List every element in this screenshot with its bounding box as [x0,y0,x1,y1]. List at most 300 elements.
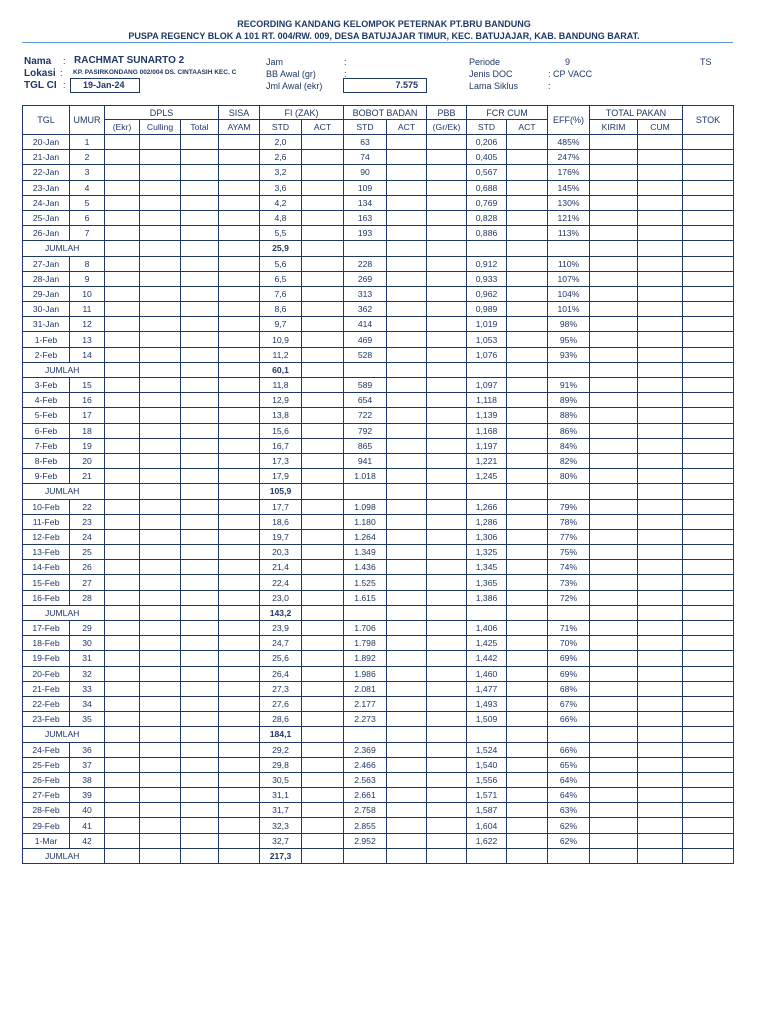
cell-stok [683,803,734,818]
cell-stok [683,438,734,453]
cell-bb-std: 722 [344,408,387,423]
cell-fcr-std: 1,556 [467,772,507,787]
jam-colon: : [344,57,347,67]
cell-dpls-ekr [105,575,140,590]
cell-fi-act [302,286,344,301]
cell-cum [638,378,683,393]
lokasi-value: KP. PASIRKONDANG 002/004 DS. CINTAASIH KEC. C [73,69,237,76]
cell-pbb [427,696,467,711]
cell-sisa-ayam [219,453,260,468]
cell-cum [638,135,683,150]
cell-eff: 67% [548,696,590,711]
cell-eff: 247% [548,150,590,165]
cell-empty [427,362,467,377]
cell-bb-act [387,833,427,848]
cell-stok [683,772,734,787]
cell-bb-std: 2.563 [344,772,387,787]
cell-umur: 32 [70,666,105,681]
cell-fi-std: 3,2 [260,165,302,180]
cell-bb-std: 2.177 [344,696,387,711]
cell-kirim [590,347,638,362]
cell-sisa-ayam [219,833,260,848]
cell-dpls-ekr [105,408,140,423]
col-sisa: SISA [219,106,260,120]
table-row [23,833,734,848]
cell-sisa-ayam [219,347,260,362]
cell-sisa-ayam [219,636,260,651]
cell-bb-std: 2.758 [344,803,387,818]
cell-stok [683,453,734,468]
cell-dpls-culling [140,150,181,165]
cell-pbb [427,180,467,195]
table-row [23,575,734,590]
cell-fi-std: 9,7 [260,317,302,332]
cell-umur: 25 [70,545,105,560]
cell-empty [427,605,467,620]
cell-kirim [590,560,638,575]
cell-fcr-std: 0,912 [467,256,507,271]
cell-kirim [590,393,638,408]
col-total: Total [181,120,219,135]
cell-pbb [427,165,467,180]
cell-fi-act [302,499,344,514]
cell-pbb [427,651,467,666]
cell-dpls-total [181,347,219,362]
cell-eff: 62% [548,818,590,833]
cell-umur: 33 [70,681,105,696]
cell-tgl: 27-Jan [23,256,70,271]
cell-tgl: 7-Feb [23,438,70,453]
cell-bb-std: 109 [344,180,387,195]
cell-bb-std: 414 [344,317,387,332]
cell-bb-act [387,150,427,165]
cell-dpls-total [181,514,219,529]
cell-fcr-act [507,438,548,453]
cell-sisa-ayam [219,514,260,529]
cell-stok [683,757,734,772]
cell-cum [638,742,683,757]
cell-tgl: 29-Feb [23,818,70,833]
cell-bb-act [387,545,427,560]
cell-empty [548,241,590,256]
table-row [23,742,734,757]
cell-fcr-act [507,469,548,484]
cell-empty [590,848,638,863]
cell-fi-std: 19,7 [260,529,302,544]
cell-dpls-ekr [105,180,140,195]
col-kirim: KIRIM [590,120,638,135]
jumlah-label: JUMLAH [23,727,105,742]
cell-eff: 110% [548,256,590,271]
cell-dpls-culling [140,651,181,666]
cell-empty [638,848,683,863]
cell-sisa-ayam [219,423,260,438]
cell-fcr-std: 1,097 [467,378,507,393]
table-row [23,210,734,225]
cell-eff: 74% [548,560,590,575]
cell-fi-std: 11,8 [260,378,302,393]
cell-dpls-culling [140,560,181,575]
table-row [23,423,734,438]
cell-kirim [590,529,638,544]
cell-tgl: 22-Jan [23,165,70,180]
cell-sisa-ayam [219,757,260,772]
cell-dpls-culling [140,696,181,711]
cell-bb-act [387,621,427,636]
cell-dpls-total [181,803,219,818]
cell-empty [344,605,387,620]
cell-umur: 31 [70,651,105,666]
cell-umur: 34 [70,696,105,711]
table-row [23,317,734,332]
jumlah-label: JUMLAH [23,241,105,256]
cell-fcr-act [507,195,548,210]
cell-tgl: 31-Jan [23,317,70,332]
col-fcr: FCR CUM [467,106,548,120]
cell-fcr-act [507,210,548,225]
cell-bb-act [387,681,427,696]
cell-fi-act [302,575,344,590]
cell-tgl: 24-Feb [23,742,70,757]
cell-sisa-ayam [219,545,260,560]
cell-bb-std: 2.369 [344,742,387,757]
cell-empty [105,605,140,620]
cell-dpls-total [181,286,219,301]
cell-cum [638,772,683,787]
cell-dpls-total [181,788,219,803]
cell-empty [467,362,507,377]
cell-cum [638,453,683,468]
jumlah-label: JUMLAH [23,484,105,499]
cell-fi-std: 31,7 [260,803,302,818]
col-fcr-act: ACT [507,120,548,135]
cell-sisa-ayam [219,135,260,150]
cell-fcr-act [507,286,548,301]
table-row [23,651,734,666]
cell-tgl: 26-Jan [23,226,70,241]
cell-fi-act [302,135,344,150]
cell-fi-act [302,393,344,408]
cell-fi-std: 2,0 [260,135,302,150]
cell-stok [683,393,734,408]
cell-fcr-std: 0,989 [467,302,507,317]
cell-bb-act [387,788,427,803]
cell-stok [683,742,734,757]
cell-empty [344,484,387,499]
cell-bb-std: 1.615 [344,590,387,605]
cell-empty [181,605,219,620]
cell-dpls-total [181,210,219,225]
cell-bb-std: 1.436 [344,560,387,575]
cell-fcr-act [507,453,548,468]
cell-fi-std: 23,9 [260,621,302,636]
cell-dpls-total [181,271,219,286]
cell-fcr-std: 1,019 [467,317,507,332]
cell-eff: 107% [548,271,590,286]
cell-umur: 20 [70,453,105,468]
cell-dpls-ekr [105,772,140,787]
nama-colon: : [63,56,66,66]
cell-stok [683,545,734,560]
cell-sisa-ayam [219,302,260,317]
cell-dpls-total [181,833,219,848]
cell-pbb [427,514,467,529]
cell-fcr-std: 1,571 [467,788,507,803]
cell-tgl: 18-Feb [23,636,70,651]
cell-bb-std: 865 [344,438,387,453]
cell-fi-act [302,772,344,787]
cell-empty [683,605,734,620]
cell-cum [638,195,683,210]
cell-pbb [427,302,467,317]
cell-fi-act [302,681,344,696]
cell-empty [590,241,638,256]
cell-tgl: 8-Feb [23,453,70,468]
cell-bb-act [387,636,427,651]
cell-dpls-total [181,423,219,438]
cell-fcr-std: 0,933 [467,271,507,286]
cell-dpls-culling [140,393,181,408]
cell-umur: 29 [70,621,105,636]
cell-tgl: 21-Jan [23,150,70,165]
cell-cum [638,347,683,362]
cell-dpls-total [181,712,219,727]
cell-fcr-act [507,529,548,544]
cell-tgl: 1-Mar [23,833,70,848]
cell-fcr-std: 1,477 [467,681,507,696]
cell-umur: 2 [70,150,105,165]
cell-sisa-ayam [219,788,260,803]
cell-kirim [590,317,638,332]
cell-fcr-std: 1,266 [467,499,507,514]
cell-tgl: 13-Feb [23,545,70,560]
cell-cum [638,256,683,271]
cell-stok [683,378,734,393]
cell-empty [548,848,590,863]
cell-kirim [590,423,638,438]
cell-umur: 39 [70,788,105,803]
nama-label: Nama [24,56,52,67]
cell-pbb [427,210,467,225]
cell-dpls-ekr [105,803,140,818]
cell-sisa-ayam [219,150,260,165]
cell-dpls-total [181,696,219,711]
cell-tgl: 16-Feb [23,590,70,605]
table-row [23,712,734,727]
cell-pbb [427,226,467,241]
jumlah-fi-total: 217,3 [260,848,302,863]
cell-empty [467,848,507,863]
lama-colon: : [548,81,551,91]
cell-dpls-culling [140,271,181,286]
cell-umur: 36 [70,742,105,757]
cell-fi-act [302,788,344,803]
cell-fi-std: 24,7 [260,636,302,651]
table-row [23,590,734,605]
cell-bb-act [387,317,427,332]
cell-eff: 70% [548,636,590,651]
jumlah-label: JUMLAH [23,362,105,377]
jumlah-fi-total: 143,2 [260,605,302,620]
cell-bb-act [387,210,427,225]
cell-sisa-ayam [219,469,260,484]
cell-dpls-ekr [105,514,140,529]
cell-dpls-total [181,575,219,590]
cell-bb-std: 90 [344,165,387,180]
jumlah-fi-total: 105,9 [260,484,302,499]
cell-fi-std: 30,5 [260,772,302,787]
cell-stok [683,408,734,423]
cell-tgl: 28-Jan [23,271,70,286]
cell-umur: 5 [70,195,105,210]
cell-fi-std: 3,6 [260,180,302,195]
cell-bb-act [387,575,427,590]
cell-sisa-ayam [219,210,260,225]
cell-sisa-ayam [219,560,260,575]
cell-dpls-ekr [105,529,140,544]
cell-bb-std: 2.855 [344,818,387,833]
cell-cum [638,514,683,529]
table-row [23,180,734,195]
cell-bb-act [387,393,427,408]
cell-dpls-total [181,256,219,271]
cell-fcr-act [507,818,548,833]
cell-fcr-std: 1,286 [467,514,507,529]
cell-cum [638,302,683,317]
jenisdoc-value: : CP VACC [548,69,593,79]
cell-fi-act [302,302,344,317]
cell-empty [387,605,427,620]
cell-empty [638,727,683,742]
cell-fi-std: 20,3 [260,545,302,560]
cell-tgl: 30-Jan [23,302,70,317]
cell-cum [638,803,683,818]
cell-empty [344,848,387,863]
col-eff: EFF(%) [548,106,590,135]
cell-fi-act [302,210,344,225]
cell-sisa-ayam [219,651,260,666]
periode-value: 9 [565,57,571,67]
cell-dpls-culling [140,681,181,696]
table-row [23,621,734,636]
cell-umur: 3 [70,165,105,180]
nama-value: RACHMAT SUNARTO 2 [74,55,185,66]
cell-eff: 93% [548,347,590,362]
cell-bb-act [387,347,427,362]
cell-eff: 66% [548,742,590,757]
cell-stok [683,636,734,651]
cell-tgl: 26-Feb [23,772,70,787]
cell-bb-act [387,742,427,757]
cell-dpls-ekr [105,453,140,468]
cell-dpls-total [181,469,219,484]
cell-kirim [590,833,638,848]
cell-empty [467,484,507,499]
cell-cum [638,469,683,484]
cell-sisa-ayam [219,575,260,590]
col-bb-std: STD [344,120,387,135]
cell-sisa-ayam [219,621,260,636]
cell-empty [467,605,507,620]
cell-fcr-act [507,560,548,575]
cell-empty [181,362,219,377]
cell-stok [683,302,734,317]
cell-sisa-ayam [219,696,260,711]
cell-stok [683,271,734,286]
cell-dpls-ekr [105,666,140,681]
cell-fi-act [302,636,344,651]
cell-fi-std: 26,4 [260,666,302,681]
cell-empty [387,241,427,256]
table-row [23,636,734,651]
col-grek: (Gr/Ek) [427,120,467,135]
cell-pbb [427,135,467,150]
cell-umur: 10 [70,286,105,301]
cell-fi-act [302,712,344,727]
table-row [23,666,734,681]
cell-fi-std: 21,4 [260,560,302,575]
col-bobot: BOBOT BADAN [344,106,427,120]
cell-fi-std: 4,2 [260,195,302,210]
cell-fcr-std: 1,076 [467,347,507,362]
cell-sisa-ayam [219,772,260,787]
cell-dpls-culling [140,742,181,757]
cell-empty [387,484,427,499]
cell-bb-std: 2.081 [344,681,387,696]
cell-dpls-ekr [105,621,140,636]
cell-bb-act [387,651,427,666]
cell-dpls-ekr [105,757,140,772]
cell-fcr-std: 1,221 [467,453,507,468]
cell-empty [302,241,344,256]
header-row-2 [23,120,734,135]
cell-fi-act [302,696,344,711]
cell-dpls-total [181,621,219,636]
cell-umur: 27 [70,575,105,590]
cell-kirim [590,453,638,468]
cell-dpls-total [181,165,219,180]
cell-tgl: 1-Feb [23,332,70,347]
cell-fi-std: 17,9 [260,469,302,484]
cell-bb-std: 2.273 [344,712,387,727]
cell-empty [638,484,683,499]
cell-fcr-std: 1,053 [467,332,507,347]
cell-kirim [590,378,638,393]
cell-bb-act [387,378,427,393]
cell-dpls-total [181,135,219,150]
cell-fi-std: 22,4 [260,575,302,590]
cell-pbb [427,195,467,210]
cell-cum [638,150,683,165]
cell-bb-std: 1.098 [344,499,387,514]
table-row [23,803,734,818]
cell-kirim [590,757,638,772]
cell-tgl: 9-Feb [23,469,70,484]
cell-dpls-ekr [105,696,140,711]
cell-cum [638,545,683,560]
cell-empty [638,605,683,620]
cell-empty [683,241,734,256]
cell-stok [683,165,734,180]
cell-umur: 24 [70,529,105,544]
cell-pbb [427,545,467,560]
cell-stok [683,696,734,711]
cell-stok [683,226,734,241]
cell-empty [140,241,181,256]
cell-pbb [427,590,467,605]
cell-dpls-culling [140,621,181,636]
cell-tgl: 24-Jan [23,195,70,210]
